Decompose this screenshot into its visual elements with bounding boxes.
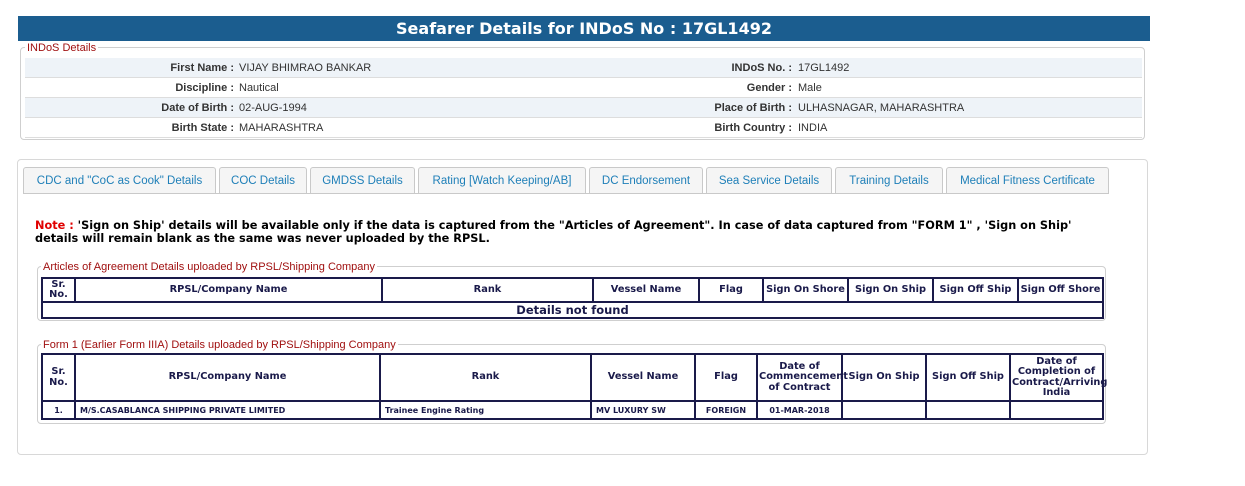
dob-value: 02-AUG-1994: [239, 102, 307, 114]
commencement-date-cell: 01-MAR-2018: [757, 401, 842, 419]
sign-on-ship-cell: [842, 401, 926, 419]
indos-row: [25, 58, 1142, 78]
form1-table: [41, 353, 1108, 420]
col-sign-on-ship: Sign On Ship: [842, 354, 926, 401]
col-company-name: RPSL/Company Name: [75, 354, 380, 401]
tab-sea-service-details[interactable]: Sea Service Details: [706, 167, 832, 194]
sign-off-ship-cell: [926, 401, 1010, 419]
col-company-name: RPSL/Company Name: [75, 278, 382, 302]
indos-row: [25, 78, 1142, 98]
col-vessel-name: Vessel Name: [591, 354, 695, 401]
articles-legend: Articles of Agreement Details uploaded by RPSL/Shipping Company: [43, 261, 376, 273]
indos-details-panel: [20, 42, 1145, 140]
first-name-value: VIJAY BHIMRAO BANKAR: [239, 62, 372, 74]
tab-dc-endorsement[interactable]: DC Endorsement: [589, 167, 703, 194]
col-vessel-name: Vessel Name: [593, 278, 699, 302]
col-flag: Flag: [695, 354, 757, 401]
birth-state-value: MAHARASHTRA: [239, 122, 324, 134]
rank-cell: Trainee Engine Rating: [380, 401, 591, 419]
col-sign-on-shore: Sign On Shore: [763, 278, 848, 302]
indos-no-value: 17GL1492: [798, 62, 850, 74]
tab-cdc-coc-cook[interactable]: CDC and "CoC as Cook" Details: [23, 167, 216, 194]
completion-date-cell: [1010, 401, 1103, 419]
articles-header-row: [42, 278, 1103, 302]
page-title: Seafarer Details for INDoS No : 17GL1492: [18, 16, 1150, 41]
col-commencement-date: Date of Commencement of Contract: [757, 354, 842, 401]
col-rank: Rank: [382, 278, 593, 302]
birth-country-label: Birth Country :: [714, 122, 792, 134]
tab-medical-fitness-certificate[interactable]: Medical Fitness Certificate: [946, 167, 1109, 194]
col-sr-no: Sr. No.: [42, 354, 75, 401]
indos-row: [25, 98, 1142, 118]
flag-cell: FOREIGN: [695, 401, 757, 419]
tab-training-details[interactable]: Training Details: [835, 167, 943, 194]
birth-country-value: INDIA: [798, 122, 828, 134]
tab-coc-details[interactable]: COC Details: [219, 167, 307, 194]
indos-details-legend: INDoS Details: [27, 42, 97, 54]
col-rank: Rank: [380, 354, 591, 401]
form1-header-row: [42, 354, 1103, 401]
col-sign-off-ship: Sign Off Ship: [933, 278, 1018, 302]
birth-state-label: Birth State :: [171, 122, 234, 134]
note-label: Note :: [35, 219, 74, 232]
gender-value: Male: [798, 82, 822, 94]
vessel-name-cell: MV LUXURY SW: [591, 401, 695, 419]
col-sign-off-shore: Sign Off Shore: [1018, 278, 1103, 302]
col-flag: Flag: [699, 278, 763, 302]
first-name-label: First Name :: [170, 62, 234, 74]
discipline-value: Nautical: [239, 82, 279, 94]
col-sign-off-ship: Sign Off Ship: [926, 354, 1010, 401]
gender-label: Gender :: [746, 82, 792, 94]
col-sign-on-ship: Sign On Ship: [848, 278, 933, 302]
col-sr-no: Sr. No.: [42, 278, 75, 302]
tab-underline: [23, 193, 1109, 194]
table-row: [42, 401, 1103, 419]
col-completion-date: Date of Completion of Contract/Arriving India: [1010, 354, 1103, 401]
place-of-birth-value: ULHASNAGAR, MAHARASHTRA: [798, 102, 965, 114]
sea-service-note: [35, 219, 1095, 245]
form1-legend: Form 1 (Earlier Form IIIA) Details uploaded by RPSL/Shipping Company: [43, 339, 396, 351]
articles-table: [41, 277, 1104, 319]
sr-no-cell: 1.: [42, 401, 75, 419]
dob-label: Date of Birth :: [161, 102, 234, 114]
note-text: 'Sign on Ship' details will be available only if the data is captured from the "Articles of Agreement". In case of data captured from "FORM 1" , 'Sign on Ship' details will remain blank as the same was never uploaded by the RPSL.: [35, 219, 1072, 245]
indos-no-label: INDoS No. :: [731, 62, 792, 74]
indos-row: [25, 118, 1142, 138]
articles-empty-row: [42, 302, 1103, 318]
tab-rating-watch-keeping[interactable]: Rating [Watch Keeping/AB]: [418, 167, 586, 194]
details-not-found-message: Details not found: [42, 302, 1103, 318]
company-name-cell: M/S.CASABLANCA SHIPPING PRIVATE LIMITED: [75, 401, 380, 419]
place-of-birth-label: Place of Birth :: [714, 102, 792, 114]
tab-gmdss-details[interactable]: GMDSS Details: [310, 167, 415, 194]
discipline-label: Discipline :: [175, 82, 234, 94]
